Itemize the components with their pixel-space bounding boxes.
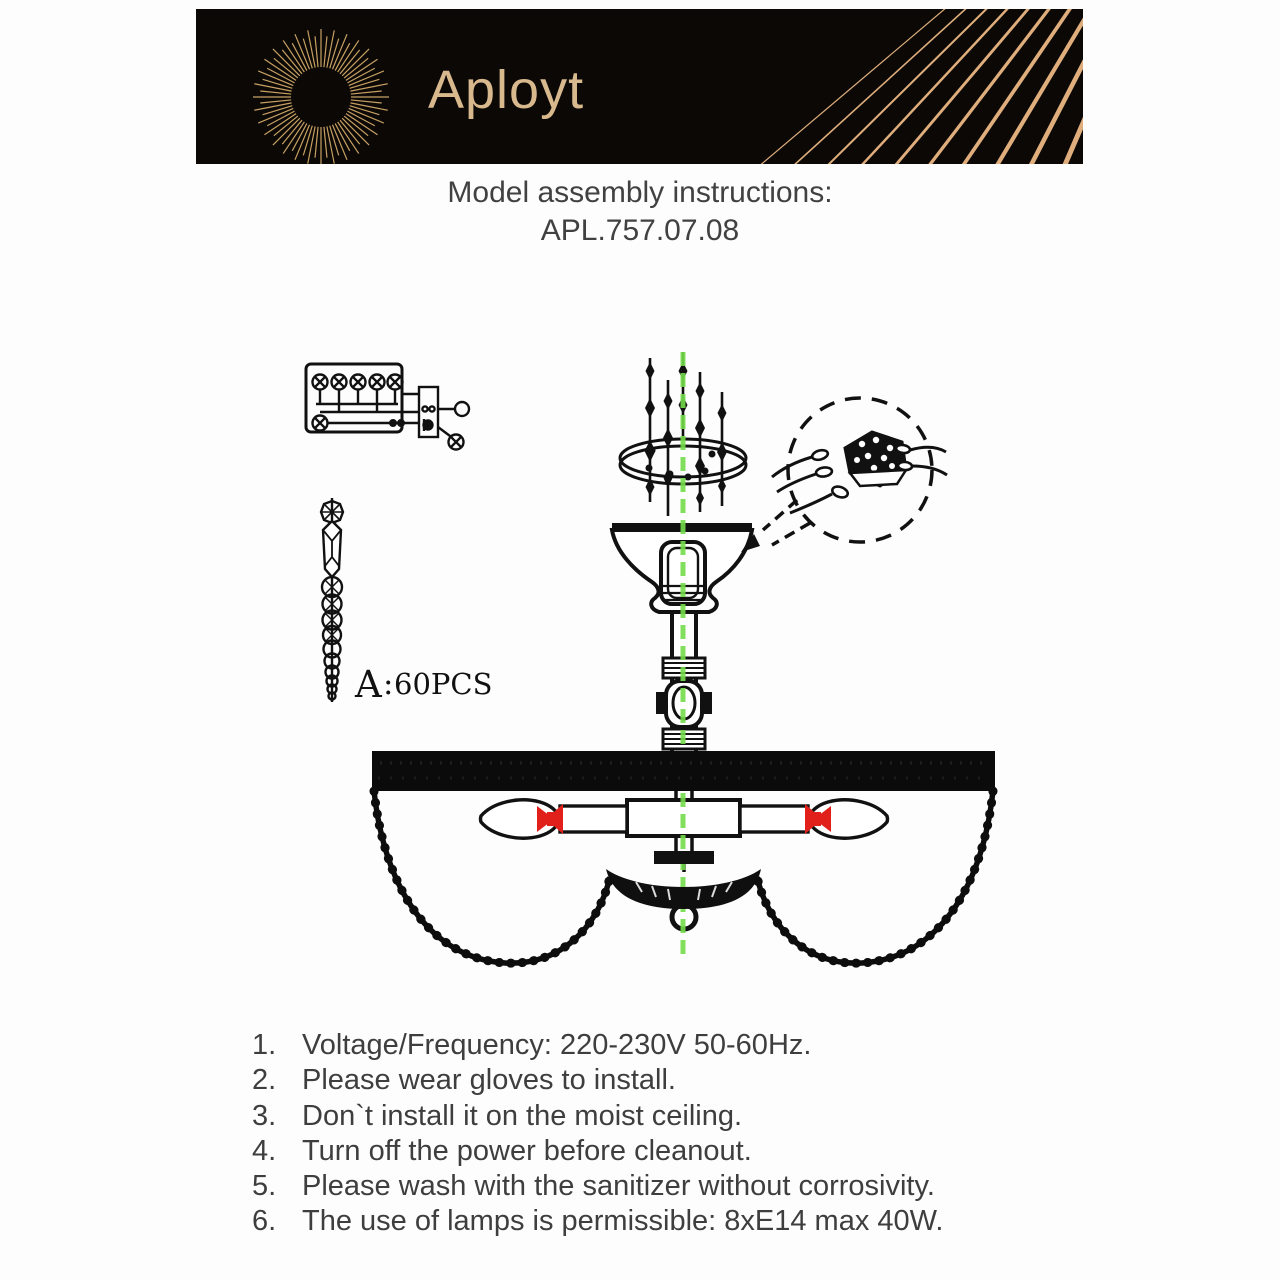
item-text: Please wear gloves to install. xyxy=(302,1064,676,1097)
hand-detail-callout xyxy=(741,398,947,552)
title-line1: Model assembly instructions: xyxy=(447,176,833,209)
crystal-strand-a xyxy=(321,498,492,706)
item-text: Voltage/Frequency: 220-230V 50-60Hz. xyxy=(302,1029,812,1061)
item-number: 1. xyxy=(252,1029,277,1061)
part-a-colon: : xyxy=(383,666,394,702)
item-text: Please wash with the sanitizer without corrosivity. xyxy=(302,1170,935,1203)
lamp-symbol xyxy=(313,375,403,390)
item-number: 3. xyxy=(252,1099,277,1132)
item-number: 5. xyxy=(252,1170,277,1203)
item-text: The use of lamps is permissible: 8xE14 max 40W. xyxy=(302,1205,944,1238)
list-item xyxy=(252,1063,1112,1098)
crystal-bowl xyxy=(606,869,761,909)
list-item xyxy=(252,1204,1112,1239)
model-number: APL.757.07.08 xyxy=(540,214,740,247)
cross-bar xyxy=(654,851,714,864)
item-text: Turn off the power before cleanout. xyxy=(302,1134,752,1167)
top-crystal-strands xyxy=(645,352,728,516)
item-number: 6. xyxy=(252,1205,277,1238)
part-a-count: 60PCS xyxy=(394,667,493,701)
list-item xyxy=(252,1099,1112,1134)
hand-with-crystal xyxy=(772,432,947,513)
brand-name: Aployt xyxy=(428,60,585,120)
item-text: Don`t install it on the moist ceiling. xyxy=(302,1099,743,1132)
wiring-diagram xyxy=(306,364,469,450)
list-item xyxy=(252,1134,1112,1169)
instructions-list xyxy=(252,1028,1112,1240)
part-a-letter: A xyxy=(355,663,382,706)
list-item xyxy=(252,1169,1112,1204)
list-item xyxy=(252,1028,1112,1063)
item-number: 2. xyxy=(252,1064,277,1097)
item-number: 4. xyxy=(252,1134,277,1167)
